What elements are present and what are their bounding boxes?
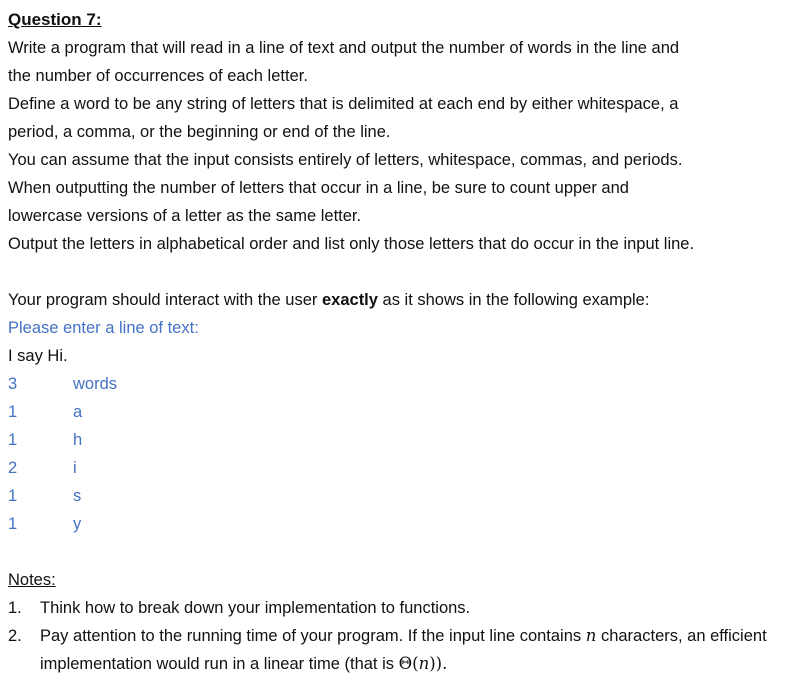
interaction-emphasis: exactly: [321, 291, 378, 309]
document-page: [8, 6, 798, 678]
output-count: 1: [8, 403, 18, 421]
example-output: [8, 370, 798, 538]
note-text: [40, 622, 798, 678]
question-line-6: When outputting the number of letters that occur in a line, be sure to count upper and: [8, 179, 629, 197]
output-row: [8, 482, 798, 510]
question-line-8: Output the letters in alphabetical order and list only those letters that do occur in the input line.: [8, 235, 695, 253]
question-line-5: You can assume that the input consists entirely of letters, whitespace, commas, and periods.: [8, 151, 683, 169]
output-count: 3: [8, 375, 18, 393]
question-line-3: Define a word to be any string of letters that is delimited at each end by either whitespace, a: [8, 95, 679, 113]
question-line-4: period, a comma, or the beginning or end of the line.: [8, 123, 391, 141]
question-title: Question 7:: [8, 10, 102, 29]
output-row: [8, 370, 798, 398]
notes-title: Notes:: [8, 571, 56, 589]
note-number: 1.: [8, 599, 22, 617]
note-text: Think how to break down your implementation to functions.: [40, 599, 471, 617]
note-text-b: characters, an efficient implementation would run in a linear time (that is: [40, 627, 767, 673]
note-item-1: [8, 594, 798, 622]
math-theta-close: )).: [429, 654, 448, 673]
output-label: h: [73, 431, 83, 449]
interaction-instruction: [8, 286, 798, 314]
note-item-2: [8, 622, 798, 678]
math-var-n: n: [585, 626, 597, 645]
output-label: a: [73, 403, 83, 421]
question-line-2: the number of occurrences of each letter.: [8, 67, 308, 85]
math-theta: Θ(: [398, 654, 419, 673]
question-line-7: lowercase versions of a letter as the same letter.: [8, 207, 362, 225]
output-count: 2: [8, 459, 18, 477]
output-label: words: [73, 375, 118, 393]
example-input: I say Hi.: [8, 347, 68, 365]
note-number: 2.: [8, 627, 22, 645]
spacer: [8, 538, 798, 566]
output-label: y: [73, 515, 82, 533]
spacer: [8, 258, 798, 286]
output-row: [8, 398, 798, 426]
output-row: [8, 426, 798, 454]
example-prompt: Please enter a line of text:: [8, 319, 199, 337]
interaction-prefix: Your program should interact with the user: [8, 291, 322, 309]
output-count: 1: [8, 431, 18, 449]
interaction-suffix: as it shows in the following example:: [377, 291, 650, 309]
output-label: s: [73, 487, 82, 505]
question-line-1: Write a program that will read in a line of text and output the number of words in the line and: [8, 39, 680, 57]
note-text-a: Pay attention to the running time of your program. If the input line contains: [40, 627, 586, 645]
output-row: [8, 510, 798, 538]
output-row: [8, 454, 798, 482]
output-count: 1: [8, 487, 18, 505]
math-theta-n: n: [418, 654, 430, 673]
output-count: 1: [8, 515, 18, 533]
output-label: i: [73, 459, 77, 477]
